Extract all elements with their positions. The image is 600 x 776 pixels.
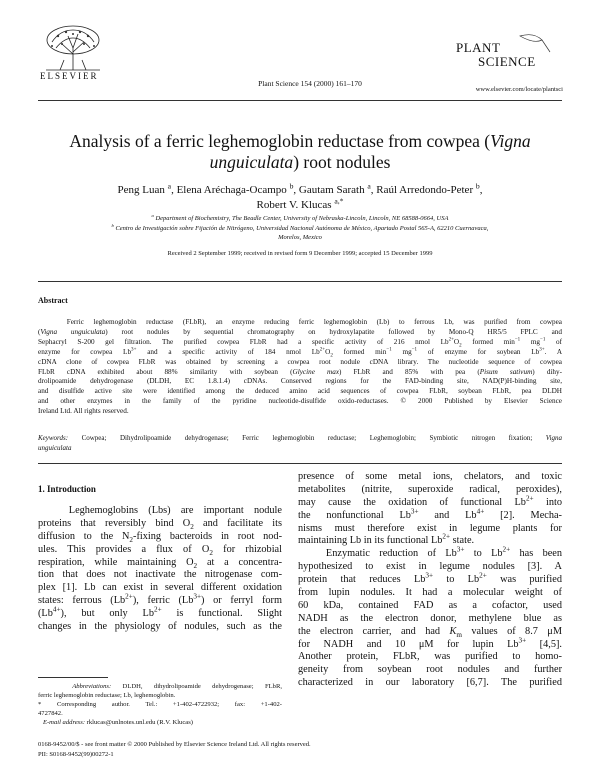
body-line: maintaining Lb in its functional $Lb^{2+}$ state. (298, 533, 475, 547)
footnote-fax: 4727842. (38, 710, 63, 717)
abstract-bottom-rule (38, 463, 562, 464)
abstract-line: Ferric leghemoglobin reductase (FLbR), an enzyme reducing ferric leghemoglobin (Lb) to ferrous Lb, was purified from cowpea (38, 318, 562, 326)
abstract-line: cDNA clone of cowpea FLbR was obtained by screening a cowpea root nodule cDNA library. The nucleotide sequence of cowpea (38, 357, 562, 366)
header-rule (38, 100, 562, 101)
body-line: states: ferrous $(Lb^{2+})$, ferric $(Lb^{3+})$ or ferryl form (38, 592, 282, 607)
abstract-line: (Vigna unguiculata) root nodules by sequential chromatography on hydroxylapatite followed by Mono-Q HR5/5 FPLC and (38, 327, 562, 336)
footnote-abbrev-cont: ferric leghemoglobin reductase; Lb, leghemoglobin. (38, 692, 176, 699)
keywords-line-2: unguiculata (38, 443, 72, 452)
elsevier-tree-logo (40, 24, 106, 72)
body-line: respiration, while maintaining $O_2$ at a concentra- (38, 556, 282, 570)
journal-reference: Plant Science 154 (2000) 161–170 (258, 79, 362, 88)
abstract-line: and other enzymes in the family of the pyridine nucleotide-disulfide oxido-reductases. © 2000 Published by Elsevier Science (38, 397, 562, 406)
footnote-abbrev: Abbreviations: DLDH, dihydrolipoamide dehydrogenase; FLbR, (72, 683, 282, 690)
body-line: geneity from soybean root nodules and further (298, 664, 562, 676)
body-line: the electron carrier, and had $K_m$ values of 8.7 μM (298, 625, 562, 639)
body-line: metabolites (nitrite, superoxide radical, peroxides), (298, 483, 562, 495)
body-line: Leghemoglobins (Lbs) are important nodule (38, 505, 282, 516)
abstract-line: and disulfide active site were identified among the deduced amino acid sequences of cowpea FLbR, soybean FLbR, pea DLDH (38, 387, 562, 396)
body-line: Enzymatic reduction of $Lb^{3+}$ to $Lb^{2+}$ has been (298, 545, 563, 560)
body-line: tion that does not inactivate the nitrogenase com- (38, 569, 282, 581)
abstract-line: Ireland Ltd. All rights reserved. (38, 407, 129, 416)
affiliation-a: $^a$ Department of Biochemistry, The Beadle Center, University of Nebraska-Lincoln, Lincoln, NE 68588-0664, USA (151, 212, 449, 222)
body-line: proteins that reversibly bind $O_2$ and facilitate its (38, 517, 282, 531)
title-line-1: Analysis of a ferric leghemoglobin reductase from cowpea (Vigna (69, 131, 531, 151)
keywords (38, 434, 562, 454)
footnote-email: E-mail address: rklucas@unlnotes.unl.edu (R.V. Klucas) (42, 719, 193, 726)
body-line: NADH as the electron donor, methylene blue as (298, 612, 562, 624)
body-line: from lupin nodules. It had a molecular weight of (298, 587, 562, 599)
body-line: protein that reduces $Lb^{3+}$ to $Lb^{2+}$ was purified (298, 571, 562, 586)
journal-url[interactable]: www.elsevier.com/locate/plantsci (475, 86, 563, 93)
affiliations (70, 214, 530, 243)
abstract-line: FLbR cDNA exhibited about 88% similarity with soybean (Glycine max) FLbR and 85% with pea (Pisum sativum) dihy- (38, 367, 562, 376)
affiliation-b-cont: Morelos, Mexico (278, 234, 322, 241)
body-line: changes in the physiology of nodules, such as the (38, 621, 282, 633)
abstract-heading: Abstract (38, 296, 68, 305)
footnote-corresponding: * Corresponding author. Tel.: +1-402-4722932; fax: +1-402- (38, 701, 282, 708)
body-line: hypothesized to exist in legume nodules [3]. A (298, 561, 562, 573)
left-column (38, 505, 282, 634)
abstract-line: enzyme for cowpea $Lb^{3+}$ and a specific activity of 184 nmol $Lb^{2+}O_2$ formed $\min^{-1} mg^{-1}$ of enzyme for soybean $Lb^{3+}$. A (38, 347, 563, 359)
abstract-line: drolipoamide dehydrogenase (DLDH, EC 1.8.1.4) cDNAs. Conserved regions for the FAD-binding site, NAD(P)H-binding site, (38, 377, 562, 386)
journal-logo-line1: PLANT (456, 40, 501, 55)
body-line: 60 kDa, contained FAD as a cofactor, used (298, 599, 562, 611)
body-line: ules. This provides a flux of $O_2$ for rhizobial (38, 543, 282, 557)
body-line: plex [1]. Lb can exist in several different oxidation (38, 582, 282, 594)
article-dates: Received 2 September 1999; received in revised form 9 December 1999; accepted 15 December 1999 (167, 250, 433, 257)
section-heading: 1. Introduction (38, 484, 96, 494)
affiliation-b: $^b$ Centro de Investigación sobre Fijación de Nitrógeno, Universidad Nacional Autónoma de México, Apartado Postal 565-A, 62210 Cuernavaca, (111, 222, 489, 232)
body-line: Another protein, FLbR, was purified to homo- (298, 651, 562, 663)
body-line: diffusion to the $N_2$-fixing bacteroids in root nod- (38, 530, 282, 544)
article-title (60, 131, 540, 173)
journal-logo (450, 30, 560, 80)
keywords-line-1: Keywords: Cowpea; Dihydrolipoamide dehydrogenase; Ferric leghemoglobin reductase; Leghemoglobin; Symbiotic nitrogen fixation; Vigna (38, 434, 562, 442)
pii-line: PII: S0168-9452(99)00272-1 (38, 751, 114, 758)
body-line: may cause the oxidation of functional $Lb^{2+}$ into (298, 494, 562, 508)
body-line: the nonfunctional $Lb^{3+}$ and $Lb^{4+}$ [2]. Mecha- (298, 507, 562, 521)
right-column (298, 471, 562, 690)
journal-logo-line2: SCIENCE (478, 54, 536, 69)
authors-line-1: Peng Luan $^a$, Elena Aréchaga-Ocampo $^b$, Gautam Sarath $^a$, Raúl Arredondo-Peter $^b$, (117, 181, 483, 196)
authors-line-2: Robert V. Klucas $^{a,*}$ (256, 196, 344, 211)
footnote-rule (38, 677, 108, 678)
body-line: characterized in our laboratory [6,7]. The purified (298, 677, 562, 689)
body-line: presence of some metal ions, chelators, and toxic (298, 471, 562, 482)
abstract-top-rule (38, 281, 562, 282)
copyright-line: 0168-9452/00/$ - see front matter © 2000 Published by Elsevier Science Ireland Ltd. All rights reserved. (38, 741, 311, 748)
abstract-line: Sephacryl S-200 gel filtration. The purified cowpea FLbR had a specific activity of 216 nmol $Lb^{2+}O_2$ formed $\min^{-1} mg^{-1}$ of (38, 337, 562, 349)
authors (60, 183, 540, 213)
body-line: for NADH and 10 μM for lupin $Lb^{3+}$ [4,5]. (298, 636, 562, 650)
title-line-2: unguiculata) root nodules (209, 152, 391, 172)
body-line: $(Lb^{4+})$, but only $Lb^{2+}$ is functional. Slight (38, 605, 282, 620)
body-line: nisms must therefore exist in legume plants for (298, 522, 562, 534)
publisher-name: ELSEVIER (40, 71, 99, 81)
